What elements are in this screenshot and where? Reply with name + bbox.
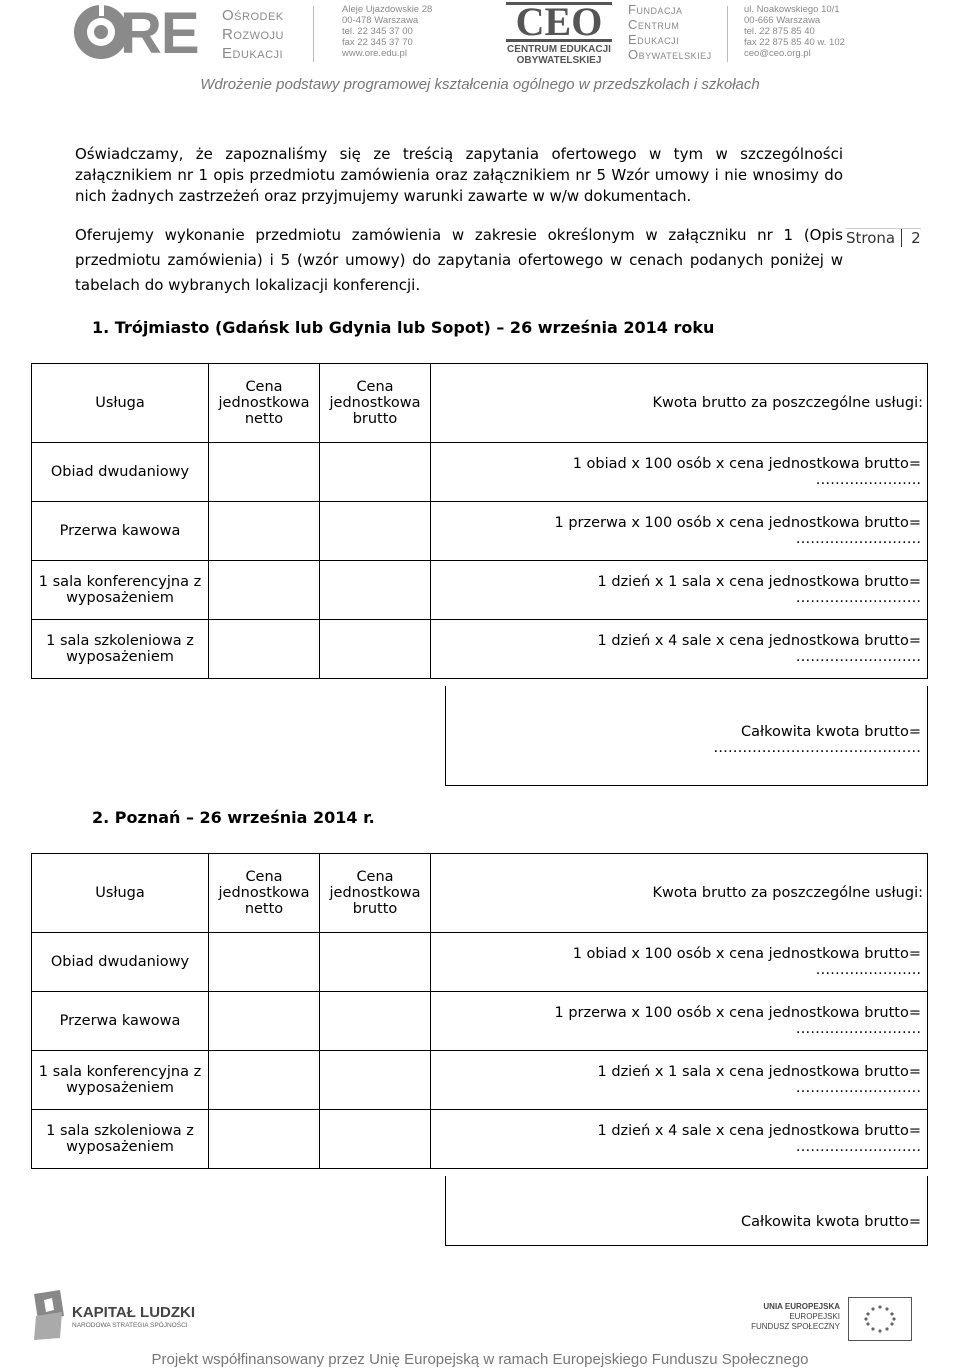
column-header: Cena jednostkowa netto	[209, 364, 320, 443]
amount-cell[interactable]	[431, 1110, 928, 1169]
amount-formula: 1 dzień x 1 sala x cena jednostkowa brutto=	[597, 574, 921, 590]
gross-price-cell[interactable]	[320, 561, 431, 620]
amount-dots: …………….……….	[795, 1139, 921, 1155]
amount-formula: 1 przerwa x 100 osób x cena jednostkowa brutto=	[554, 1005, 921, 1021]
table-row	[32, 1051, 928, 1110]
net-price-cell[interactable]	[209, 1110, 320, 1169]
gross-price-cell[interactable]	[320, 933, 431, 992]
table-header-row	[32, 364, 928, 443]
service-cell: Obiad dwudaniowy	[32, 443, 209, 502]
net-price-cell[interactable]	[209, 933, 320, 992]
total-dots: ………………………….…………	[713, 740, 921, 756]
page-number: 2	[901, 229, 921, 247]
gross-price-cell[interactable]	[320, 1051, 431, 1110]
ore-name: Ośrodek Rozwoju Edukacji	[222, 7, 284, 62]
net-price-cell[interactable]	[209, 561, 320, 620]
kapital-ludzki-subtext: NARODOWA STRATEGIA SPÓJNOŚCI	[72, 1322, 188, 1329]
section-heading: 1. Trójmiasto (Gdańsk lub Gdynia lub Sopot) – 26 września 2014 roku	[92, 318, 715, 337]
total-label: Całkowita kwota brutto=	[740, 724, 921, 740]
ceo-name: Fundacja Centrum Edukacji Obywatelskiej	[628, 2, 712, 62]
eu-flag	[848, 1297, 912, 1341]
service-cell: 1 sala konferencyjna z wyposażeniem	[32, 1051, 209, 1110]
price-table	[31, 363, 928, 679]
page-indicator	[846, 228, 921, 247]
table-row	[32, 992, 928, 1051]
section-heading: 2. Poznań – 26 września 2014 r.	[92, 808, 375, 827]
amount-cell[interactable]	[431, 992, 928, 1051]
total-amount-box[interactable]	[445, 1176, 928, 1246]
amount-dots: …………….……….	[795, 590, 921, 606]
header-subtitle: Wdrożenie podstawy programowej kształcenia ogólnego w przedszkolach i szkołach	[200, 76, 760, 93]
amount-cell[interactable]	[431, 620, 928, 679]
column-header: Kwota brutto za poszczególne usługi:	[431, 364, 928, 443]
page-label: Strona	[846, 229, 896, 247]
price-table	[31, 853, 928, 1169]
net-price-cell[interactable]	[209, 620, 320, 679]
amount-dots: …………….……….	[795, 1021, 921, 1037]
ceo-logo-caption-2: OBYWATELSKIEJ	[516, 55, 602, 66]
service-cell: 1 sala szkoleniowa z wyposażeniem	[32, 620, 209, 679]
eu-label-line: UNIA EUROPEJSKA	[763, 1302, 840, 1311]
column-header: Cena jednostkowa brutto	[320, 364, 431, 443]
amount-dots: ………..………..	[815, 962, 921, 978]
table-row	[32, 502, 928, 561]
gross-price-cell[interactable]	[320, 992, 431, 1051]
service-cell: Przerwa kawowa	[32, 502, 209, 561]
column-header: Kwota brutto za poszczególne usługi:	[431, 854, 928, 933]
gross-price-cell[interactable]	[320, 443, 431, 502]
amount-dots: …………….……….	[795, 531, 921, 547]
total-amount-box[interactable]	[445, 686, 928, 786]
column-header: Usługa	[32, 854, 209, 933]
eu-label	[700, 1302, 840, 1332]
amount-cell[interactable]	[431, 502, 928, 561]
net-price-cell[interactable]	[209, 502, 320, 561]
ceo-logo-text: CEO	[506, 2, 613, 42]
table-row	[32, 443, 928, 502]
amount-formula: 1 przerwa x 100 osób x cena jednostkowa brutto=	[554, 515, 921, 531]
amount-formula: 1 obiad x 100 osób x cena jednostkowa brutto=	[572, 946, 921, 962]
amount-cell[interactable]	[431, 933, 928, 992]
column-header: Usługa	[32, 364, 209, 443]
service-cell: Przerwa kawowa	[32, 992, 209, 1051]
column-header: Cena jednostkowa netto	[209, 854, 320, 933]
gross-price-cell[interactable]	[320, 620, 431, 679]
amount-formula: 1 dzień x 4 sale x cena jednostkowa brutto=	[597, 633, 921, 649]
net-price-cell[interactable]	[209, 443, 320, 502]
table-row	[32, 561, 928, 620]
amount-formula: 1 obiad x 100 osób x cena jednostkowa brutto=	[572, 456, 921, 472]
ore-logo-letters: RE	[120, 1, 199, 66]
table-row	[32, 620, 928, 679]
project-funding-text: Projekt współfinansowany przez Unię Europejską w ramach Europejskiego Funduszu Społecznego	[151, 1351, 809, 1368]
amount-cell[interactable]	[431, 561, 928, 620]
statement-paragraph: Oświadczamy, że zapoznaliśmy się ze treścią zapytania ofertowego w tym w szczególności załącznikiem nr 1 opis przedmiotu zamówienia oraz załącznikiem nr 5 Wzór umowy i nie wnosimy do nich żadnych zastrzeżeń oraz przyjmujemy warunki zawarte w w/w dokumentach.	[75, 145, 843, 205]
net-price-cell[interactable]	[209, 992, 320, 1051]
service-cell: 1 sala konferencyjna z wyposażeniem	[32, 561, 209, 620]
kapital-ludzki-text: KAPITAŁ LUDZKI	[72, 1304, 196, 1321]
ceo-logo	[500, 2, 618, 64]
table-row	[32, 933, 928, 992]
kapital-ludzki-logo	[30, 1290, 250, 1342]
net-price-cell[interactable]	[209, 1051, 320, 1110]
ceo-logo-caption: CENTRUM EDUKACJI	[507, 44, 611, 55]
gross-price-cell[interactable]	[320, 502, 431, 561]
amount-formula: 1 dzień x 1 sala x cena jednostkowa brutto=	[597, 1064, 921, 1080]
column-header: Cena jednostkowa brutto	[320, 854, 431, 933]
gross-price-cell[interactable]	[320, 1110, 431, 1169]
eu-label-line: EUROPEJSKI	[789, 1312, 840, 1321]
amount-cell[interactable]	[431, 1051, 928, 1110]
eu-label-line: FUNDUSZ SPOŁECZNY	[751, 1322, 840, 1331]
amount-cell[interactable]	[431, 443, 928, 502]
service-cell: Obiad dwudaniowy	[32, 933, 209, 992]
offer-paragraph: Oferujemy wykonanie przedmiotu zamówienia w zakresie określonym w załączniku nr 1 (Opis przedmiotu zamówienia) i 5 (wzór umowy) do zapytania ofertowego w cenach podanych poniżej w tabelach do wybranych lokalizacji konferencji.	[75, 226, 843, 294]
kapital-ludzki-icon	[30, 1290, 66, 1342]
total-label: Całkowita kwota brutto=	[740, 1214, 921, 1230]
ceo-address: ul. Noakowskiego 10/1 00-666 Warszawa tel. 22 875 85 40 fax 22 875 85 40 w. 102 ceo@ceo.org.pl	[744, 4, 845, 59]
amount-dots: …………….……….	[795, 649, 921, 665]
amount-dots: ………..………..	[815, 472, 921, 488]
amount-formula: 1 dzień x 4 sale x cena jednostkowa brutto=	[597, 1123, 921, 1139]
service-cell: 1 sala szkoleniowa z wyposażeniem	[32, 1110, 209, 1169]
ore-address: Aleje Ujazdowskie 28 00-478 Warszawa tel. 22 345 37 00 fax 22 345 37 70 www.ore.edu.pl	[342, 4, 433, 59]
table-header-row	[32, 854, 928, 933]
amount-dots: …………….……….	[795, 1080, 921, 1096]
table-row	[32, 1110, 928, 1169]
eu-stars-icon	[849, 1298, 911, 1340]
